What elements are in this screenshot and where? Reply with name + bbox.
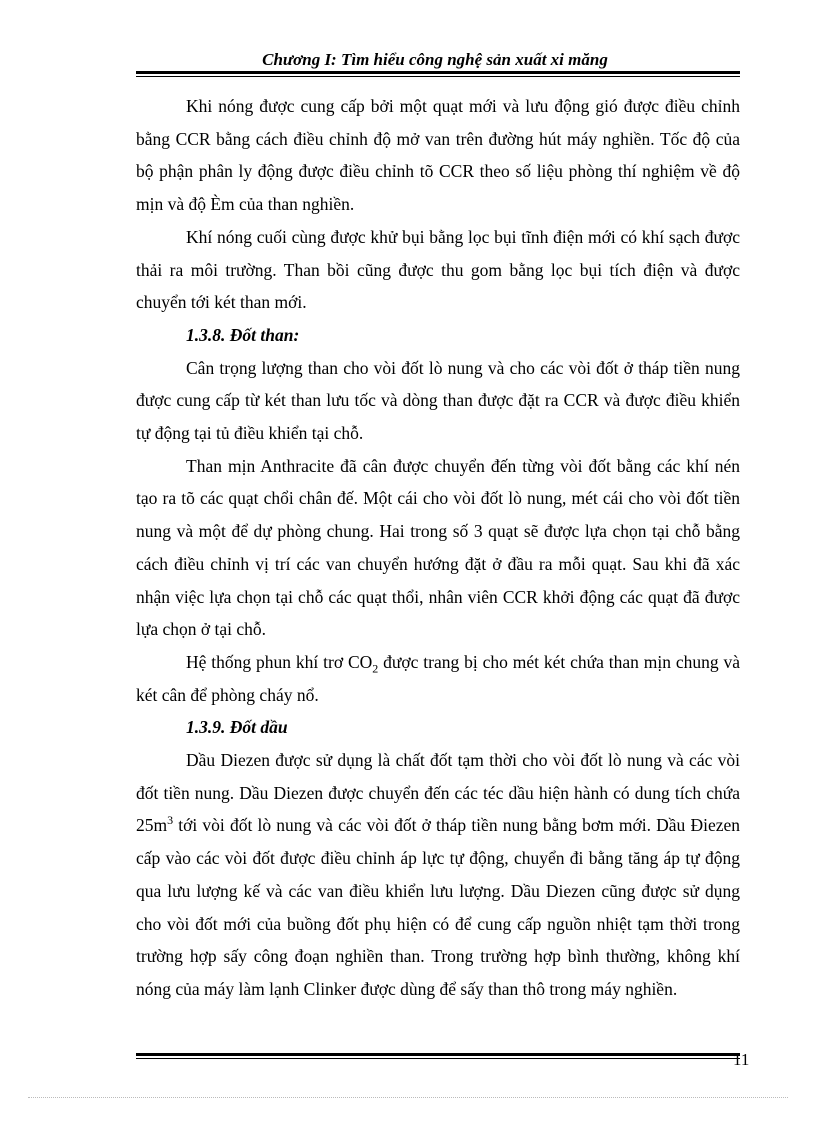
text-run: Hệ thống phun khí trơ CO bbox=[186, 651, 373, 672]
paragraph: Cân trọng lượng than cho vòi đốt lò nung và cho các vòi đốt ở tháp tiền nung được cung cấp từ két than lưu tốc và dòng than được đặt ra CCR và được điều khiển tự động tại tủ điều khiển tại chỗ. bbox=[136, 357, 740, 444]
text-run: được trang bị cho mét két chứa than mịn chung và két cân để phòng cháy nổ. bbox=[136, 651, 741, 705]
section-heading-dot-dau: 1.3.9. Đốt dầu bbox=[186, 717, 288, 738]
text-run: Dầu Diezen được sử dụng là chất đốt tạm thời cho vòi đốt lò nung và các vòi đốt tiền nung. Dầu Diezen được chuyển đến các téc dầu hiện hành có dung tích chứa 25m bbox=[136, 750, 740, 836]
paragraph bbox=[136, 744, 740, 1006]
page-number: 11 bbox=[733, 1050, 750, 1069]
section-heading-dot-than: 1.3.8. Đốt than: bbox=[186, 324, 300, 345]
page-edge-divider bbox=[28, 1097, 788, 1098]
text-run: tới vòi đốt lò nung và các vòi đốt ở tháp tiền nung bằng bơm mới. Dầu Điezen cấp vào các vòi đốt được điều chỉnh áp lực tự động, chuyển đi bằng tăng áp tự động qua lưu lượng kế và các van điều khiển lưu lượng. Dầu Diezen cũng được sử dụng cho vòi đốt mới của buồng đốt phụ hiện có để cung cấp nguồn nhiệt tạm thời trong trường hợp sấy công đoạn nghiền than. Trong trường hợp bình thường, không khí nóng của máy làm lạnh Clinker được dùng để sấy than thô trong máy nghiền. bbox=[136, 815, 740, 999]
paragraph: Khi nóng được cung cấp bởi một quạt mới và lưu động gió được điều chỉnh bằng CCR bằng cách điều chỉnh độ mở van trên đường hút máy nghiền. Tốc độ của bộ phận phân ly động được điều chỉnh tõ CCR theo số liệu phòng thí nghiệm về độ mịn và độ Èm của than nghiền. bbox=[136, 96, 740, 215]
paragraph: Khí nóng cuối cùng được khử bụi bằng lọc bụi tĩnh điện mới có khí sạch được thải ra môi trường. Than bồi cũng được thu gom bằng lọc bụi tích điện và được chuyển tới két than mới. bbox=[136, 226, 740, 313]
footer-rule-thin bbox=[136, 1058, 740, 1059]
header-rule-thin bbox=[136, 76, 740, 77]
header-rule-thick bbox=[136, 71, 740, 74]
paragraph bbox=[136, 646, 740, 711]
subscript: 2 bbox=[372, 661, 379, 676]
superscript: 3 bbox=[167, 813, 174, 828]
footer-rule-thick bbox=[136, 1053, 740, 1056]
paragraph: Than mịn Anthracite đã cân được chuyển đến từng vòi đốt bằng các khí nén tạo ra tõ các quạt chổi chân đế. Một cái cho vòi đốt lò nung, mét cái cho vòi đốt tiền nung và một để dự phòng chung. Hai trong số 3 quạt sẽ được lựa chọn tại chỗ bằng cách điều chỉnh vị trí các van chuyển hướng đặt ở đầu ra mỗi quạt. Sau khi đã xác nhận việc lựa chọn tại chỗ các quạt thổi, nhân viên CCR khởi động các quạt đã được lựa chọn ở tại chỗ. bbox=[136, 455, 740, 640]
chapter-header: Chương I: Tìm hiểu công nghệ sản xuất xi măng bbox=[262, 50, 608, 69]
body-text bbox=[136, 90, 740, 1006]
